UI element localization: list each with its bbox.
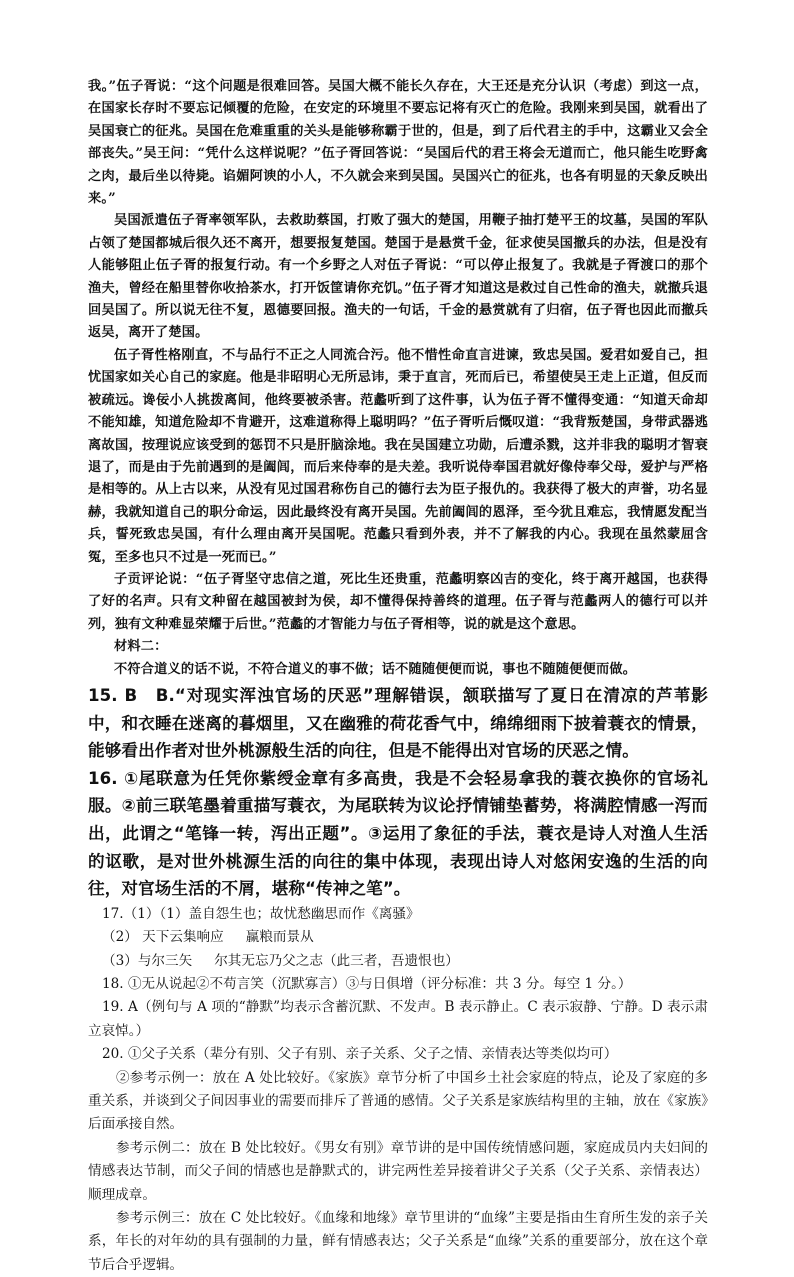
answer-19: 19. A（例句与 A 项的“静默”均表示含蓄沉默、不发声。B 表示静止。C 表示寂静、宁静。D 表示肃立哀悼。） — [88, 999, 708, 1039]
material-two-label: 材料二： — [114, 639, 168, 655]
answer-20-1: 20. ①父子关系（辈分有别、父子有别、亲子关系、父子之情、亲情表达等类似均可） — [102, 1046, 618, 1063]
translation-paragraph-1: 我。”伍子胥说：“这个问题是很难回答。吴国大概不能长久存在，大王还是充分认识（考虑）到这一点，在国家长存时不要忘记倾覆的危险，在安定的环境里不要忘记将有灭亡的危险。我刚来到吴国，就看出了吴国衰亡的征兆。吴国在危难重重的关头是能够称霸于世的，但是，到了后代君主的手中，这霸业又会全部丧失。”吴王问：“凭什么这样说呢？”伍子胥回答说：“吴国后代的君王将会无道而亡，他只能生吃野禽之肉，最后坐以待毙。谄媚阿谀的小人，不久就会来到吴国。吴国兴亡的征兆，也各有明显的天象反映出来。” — [88, 79, 708, 207]
answer-block-15-16 — [88, 682, 708, 903]
answer-15: 15. B B.“对现实浑浊官场的厌恶”理解错误，颔联描写了夏日在清凉的芦苇影中，和衣睡在迷离的暮烟里，又在幽雅的荷花香气中，绵绵细雨下披着蓑衣的情景，能够看出作者对世外桃源般生活的向往，但是不能得出对官场的厌恶之情。 — [88, 685, 708, 761]
answer-16: 16. ①尾联意为任凭你紫绶金章有多高贵，我是不会轻易拿我的蓑衣换你的官场礼服。②前三联笔墨着重描写蓑衣，为尾联转为议论抒情铺垫蓄势，将满腔情感一泻而出，此谓之“笔锋一转，泻出正题”。③运用了象征的手法，蓑衣是诗人对渔人生活的讴歌，是对世外桃源生活的向往的集中体现，表现出诗人对悠闲安逸的生活的向往，对官场生活的不屑，堪称“传神之笔”。 — [88, 768, 708, 899]
answer-17-2-a: （2） 天下云集响应 — [102, 929, 224, 946]
answer-17-3-b: 尔其无忘乃父之志（此三者，吾遗恨也） — [214, 952, 459, 969]
answer-17-3 — [88, 950, 708, 973]
material-two-text: 不符合道义的话不说，不符合道义的事不做；话不随随便便而说，事也不随随便便而做。 — [114, 661, 637, 677]
answer-20-4: 参考示例三：放在 C 处比较好。《血缘和地缘》章节里讲的“血缘”主要是指由生育所生发的亲子关系，年长的对年幼的具有强制的力量，鲜有情感表达；父子关系是“血缘”关系的重要部分，放在这个章节后合乎逻辑。 — [88, 1210, 708, 1273]
answer-block-17-20 — [88, 903, 708, 1277]
translation-paragraph-4: 子贡评论说：“伍子胥坚守忠信之道，死比生还贵重，范蠡明察凶吉的变化，终于离开越国，也获得了好的名声。只有文种留在越国被封为侯，却不懂得保持善终的道理。伍子胥与范蠡两人的德行可以并列，独有文种难显荣耀于后世。”范蠡的才智能力与伍子胥相等，说的就是这个意思。 — [88, 571, 708, 632]
answer-17-3-a: （3）与尔三矢 — [102, 952, 193, 969]
answer-17-2-b: 赢粮而景从 — [245, 929, 314, 946]
translation-paragraph-3: 伍子胥性格刚直，不与品行不正之人同流合污。他不惜性命直言进谏，致忠吴国。爱君如爱自己，担忧国家如关心自己的家庭。他是非昭明心无所忌讳，秉于直言，死而后已，希望使吴王走上正道，但反而被疏远。谗佞小人挑拨离间，他终要被杀害。范蠡听到了这件事，认为伍子胥不懂得变通：“知道天命却不能知雄，知道危险却不肯避开，这难道称得上聪明吗？”伍子胥听后慨叹道：“我背叛楚国，身带武器逃离故国，按理说应该受到的惩罚不只是肝脑涂地。我在吴国建立功勋，后遭杀戮，这并非我的聪明才智衰退了，而是由于先前遇到的是阖闾，而后来侍奉的是夫差。我听说侍奉国君就好像侍奉父母，爱护与严格是相等的。从上古以来，从没有见过国君称伤自己的德行去为臣子报仇的。我获得了极大的声誉，功名显赫，我就知道自己的职分命运，因此最终没有离开吴国。先前阖闾的恩泽，至今犹且难忘，我情愿发配当兵，誓死致忠吴国，有什么理由离开吴国呢。范蠡只看到外表，并不了解我的内心。我现在虽然蒙屈含冤，至多也只不过是一死而已。” — [88, 347, 708, 565]
answer-18: 18. ①无从说起②不苟言笑（沉默寡言）③与日俱增（评分标准：共 3 分。每空 1 分。） — [102, 975, 632, 992]
answer-20-2: ②参考示例一：放在 A 处比较好。《家族》章节分析了中国乡土社会家庭的特点，论及了家庭的多重关系，并谈到父子间因事业的需要而排斥了普通的感情。父子关系是家族结构里的主轴，放在《家族》后面承接自然。 — [88, 1069, 708, 1133]
translation-paragraph-2: 吴国派遣伍子胥率领军队，去救助蔡国，打败了强大的楚国，用鞭子抽打楚平王的坟墓，吴国的军队占领了楚国都城后很久还不离开，想要报复楚国。楚国于是悬赏千金，征求使吴国撤兵的办法，但是没有人能够阻止伍子胥的报复行动。有一个乡野之人对伍子胥说：“可以停止报复了。我就是子胥渡口的那个渔夫，曾经在船里替你收拾茶水，打开饭筐请你充饥。”伍子胥才知道这是救过自己性命的渔夫，就撤兵退回吴国了。所以说无往不复，恩德要回报。渔夫的一句话，千金的悬赏就有了归宿，伍子胥也因此而撤兵返吴，离开了楚国。 — [88, 213, 708, 341]
answer-17-2 — [88, 926, 708, 949]
answer-17-1: 17.（1）（1）盖自怨生也；故忧愁幽思而作《离骚》 — [102, 905, 420, 922]
answer-20-3: 参考示例二：放在 B 处比较好。《男女有别》章节讲的是中国传统情感问题，家庭成员内夫妇间的情感表达节制，而父子间的情感也是静默式的，讲完两性差异接着讲父子关系（父子关系、亲情表达）顺理成章。 — [88, 1139, 708, 1203]
